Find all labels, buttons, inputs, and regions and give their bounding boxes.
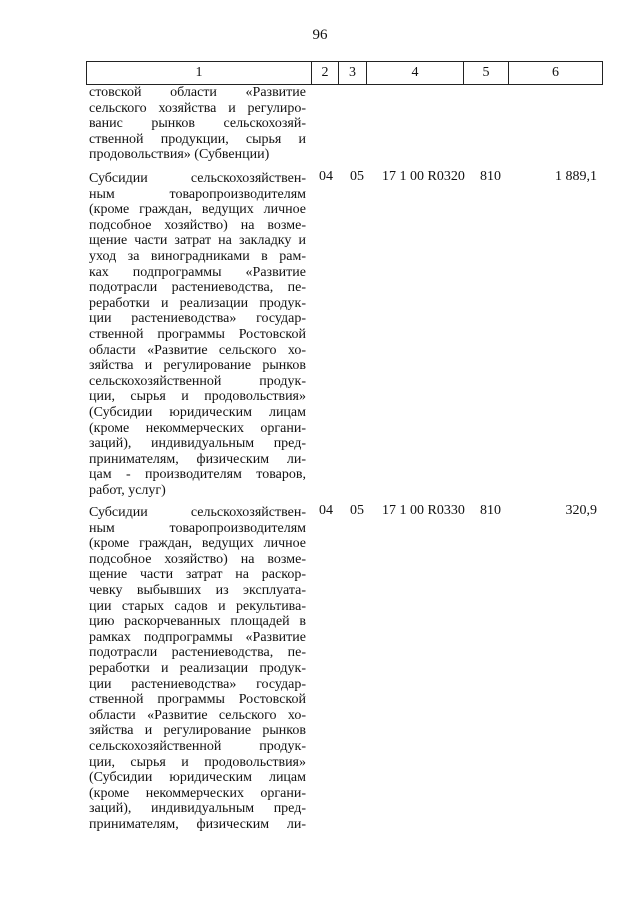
text-line: реработки и реализации продук- [89, 660, 306, 676]
row-2-rz: 04 [319, 503, 333, 518]
text-line: зяйства и регулирование рынков [89, 358, 306, 374]
text-line: щение части затрат на закладку и [89, 233, 306, 249]
text-line: ным товаропроизводителям [89, 520, 306, 536]
text-line: реработки и реализации продук- [89, 295, 306, 311]
text-line: сельскохозяйственной продук- [89, 738, 306, 754]
text-line: ции растениеводства» государ- [89, 311, 306, 327]
text-line: заций), индивидуальным пред- [89, 436, 306, 452]
text-line: продовольствия» (Субвенции) [89, 147, 270, 163]
text-line: подсобное хозяйство) на возме- [89, 551, 306, 567]
text-line: ственной программы Ростовской [89, 692, 306, 708]
text-line: (кроме некоммерческих органи- [89, 420, 306, 436]
text-line: ственной программы Ростовской [89, 326, 306, 342]
text-line: чевку выбывших из эксплуата- [89, 582, 306, 598]
header-col-4: 4 [366, 62, 463, 84]
text-line: рамках подпрограммы «Развитие [89, 629, 306, 645]
text-line: (кроме граждан, ведущих личное [89, 202, 306, 218]
row-1-pr: 05 [350, 169, 364, 184]
text-line: ственной продукции, сырья и [89, 131, 306, 147]
page-number: 96 [312, 27, 328, 43]
text-line: ванис рынков сельскохозяй- [89, 116, 306, 132]
text-line: цию раскорчеванных площадей в [89, 614, 306, 630]
text-line: ции, сырья и продовольствия» [89, 754, 306, 770]
row-2-csr: 17 1 00 R0330 [382, 503, 465, 518]
text-line: ках подпрограммы «Развитие [89, 264, 306, 280]
text-line: зяйства и регулирование рынков [89, 723, 306, 739]
header-col-6: 6 [508, 62, 603, 84]
text-line: цам - производителям товаров, [89, 467, 306, 483]
text-line: Субсидии сельскохозяйствен- [89, 505, 306, 520]
text-line: области «Развитие сельского хо- [89, 707, 306, 723]
text-line: (Субсидии юридическим лицам [89, 770, 306, 786]
row-1-sum: 1 889,1 [555, 169, 597, 184]
text-line: ным товаропроизводителям [89, 186, 306, 202]
table-header [86, 61, 603, 85]
text-line: подсобное хозяйство) на возме- [89, 217, 306, 233]
text-line: щение части затрат на раскор- [89, 567, 306, 583]
text-line: подотрасли растениеводства, пе- [89, 645, 306, 661]
text-line: (Субсидии юридическим лицам [89, 404, 306, 420]
text-line: сельскохозяйственной продук- [89, 373, 306, 389]
header-col-2: 2 [311, 62, 338, 84]
text-line: принимателям, физическим ли- [89, 451, 306, 467]
header-col-5: 5 [463, 62, 508, 84]
text-line: ции, сырья и продовольствия» [89, 389, 306, 405]
text-line: работ, услуг) [89, 482, 166, 498]
text-line: ции растениеводства» государ- [89, 676, 306, 692]
row-1-vr: 810 [480, 169, 501, 184]
row-2-pr: 05 [350, 503, 364, 518]
text-line: заций), индивидуальным пред- [89, 801, 306, 817]
text-line: (кроме граждан, ведущих личное [89, 536, 306, 552]
row-1-rz: 04 [319, 169, 333, 184]
text-line: области «Развитие сельского хо- [89, 342, 306, 358]
continuation-description [89, 85, 306, 163]
header-col-1: 1 [86, 62, 311, 84]
text-line: принимателям, физическим ли- [89, 816, 306, 832]
text-line: Субсидии сельскохозяйствен- [89, 171, 306, 186]
header-col-3: 3 [338, 62, 366, 84]
row-1-csr: 17 1 00 R0320 [382, 169, 465, 184]
text-line: сельского хозяйства и регулиро- [89, 100, 306, 116]
row-1-description [89, 171, 306, 498]
row-2-description [89, 505, 306, 832]
row-2-sum: 320,9 [565, 503, 597, 518]
text-line: стовской области «Развитие [89, 85, 306, 100]
text-line: (кроме некоммерческих органи- [89, 785, 306, 801]
text-line: подотрасли растениеводства, пе- [89, 280, 306, 296]
row-2-vr: 810 [480, 503, 501, 518]
text-line: ции старых садов и рекультива- [89, 598, 306, 614]
text-line: уход за виноградниками в рам- [89, 248, 306, 264]
